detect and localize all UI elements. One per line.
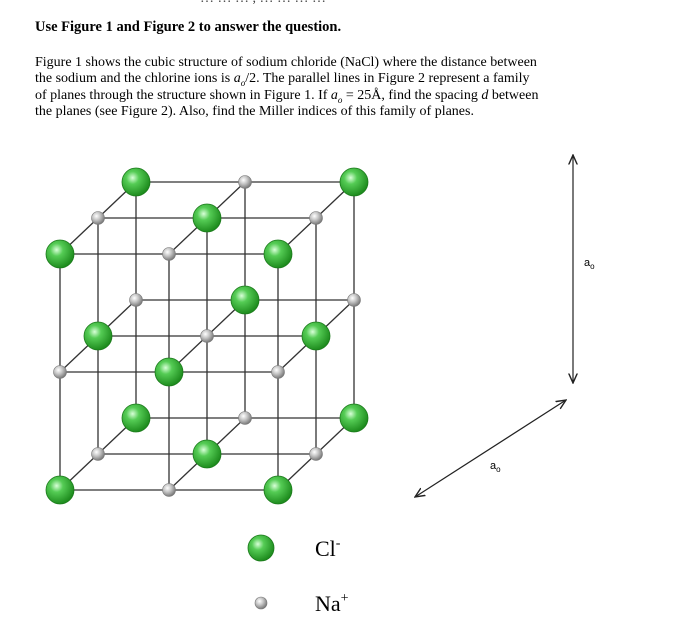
chlorine-ion xyxy=(46,476,74,504)
chlorine-ion xyxy=(122,168,150,196)
sodium-ion xyxy=(92,212,105,225)
question-line: Figure 1 shows the cubic structure of sodium chloride (NaCl) where the distance between xyxy=(35,55,537,70)
sodium-ion xyxy=(310,212,323,225)
chlorine-ion xyxy=(302,322,330,350)
chlorine-ion xyxy=(46,240,74,268)
figure-nacl-lattice xyxy=(0,140,677,640)
sodium-ion xyxy=(310,448,323,461)
lattice-ions xyxy=(46,168,368,504)
chlorine-ion xyxy=(193,440,221,468)
legend-sodium-label: Na+ xyxy=(315,591,349,616)
sodium-ion xyxy=(130,294,143,307)
legend-sodium-icon xyxy=(255,597,267,609)
cropped-top-text xyxy=(0,0,677,6)
chlorine-ion xyxy=(264,476,292,504)
question-line: the planes (see Figure 2). Also, find the Miller indices of this family of planes. xyxy=(35,103,474,119)
chlorine-ion xyxy=(155,358,183,386)
dimension-vertical xyxy=(573,155,595,383)
sodium-ion xyxy=(348,294,361,307)
question-line: of planes through the structure shown in Figure 1. If $a_o$ = 25Å, find the spacing d between xyxy=(35,87,539,105)
dimension-depth-label: $a_o$ xyxy=(490,460,501,474)
chlorine-ion xyxy=(122,404,150,432)
sodium-ion xyxy=(239,412,252,425)
question-paragraph xyxy=(35,55,645,120)
chlorine-ion xyxy=(340,168,368,196)
chlorine-ion xyxy=(193,204,221,232)
sodium-ion xyxy=(163,484,176,497)
sodium-ion xyxy=(201,330,214,343)
chlorine-ion xyxy=(264,240,292,268)
legend-chlorine-label: Cl- xyxy=(315,536,341,561)
chlorine-ion xyxy=(84,322,112,350)
chlorine-ion xyxy=(231,286,259,314)
sodium-ion xyxy=(239,176,252,189)
dimension-vertical-label: $a_o$ xyxy=(584,257,595,271)
sodium-ion xyxy=(54,366,67,379)
question-line: the sodium and the chlorine ions is $a_o/2$. The parallel lines in Figure 2 represent a family xyxy=(35,71,530,89)
legend-chlorine-icon xyxy=(248,535,274,561)
sodium-ion xyxy=(92,448,105,461)
chlorine-ion xyxy=(340,404,368,432)
sodium-ion xyxy=(163,248,176,261)
question-heading: Use Figure 1 and Figure 2 to answer the question. xyxy=(35,19,342,35)
dimension-depth xyxy=(415,400,566,497)
legend xyxy=(248,535,349,616)
sodium-ion xyxy=(272,366,285,379)
